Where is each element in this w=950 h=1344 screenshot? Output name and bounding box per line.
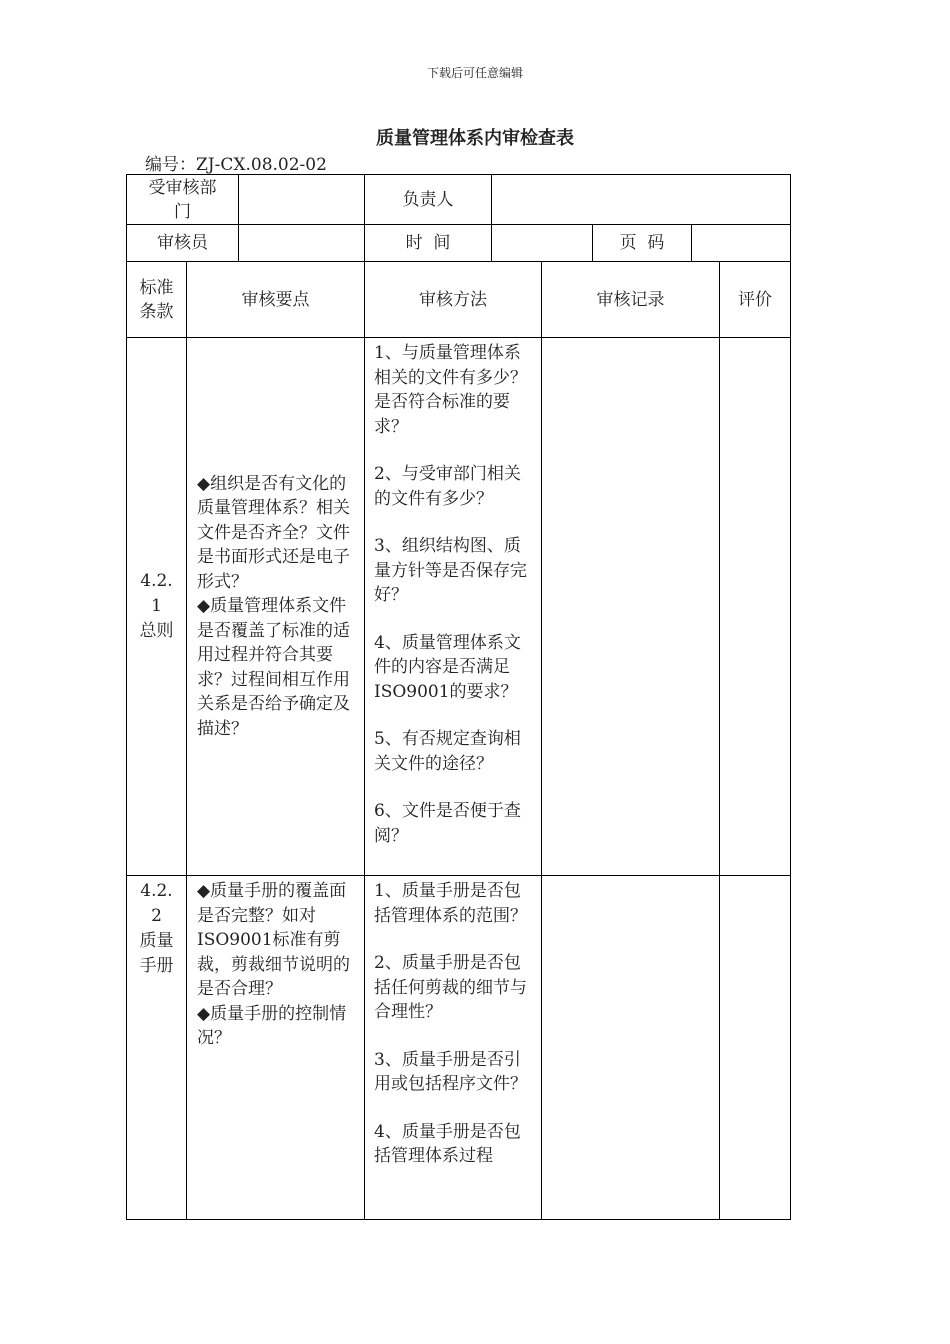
audit-point: ◆质量手册的控制情况？ — [197, 1003, 347, 1048]
audit-record-cell[interactable] — [542, 876, 720, 1220]
checklist-table — [126, 261, 791, 1220]
clause-cell — [127, 876, 187, 1220]
person-label: 负责人 — [365, 175, 492, 225]
document-number: 编号：ZJ-CX.08.02-02 — [145, 155, 327, 175]
audit-method: 2、质量手册是否包括任何剪裁的细节与合理性？ — [374, 953, 527, 1022]
auditor-label: 审核员 — [127, 225, 239, 262]
evaluation-cell[interactable] — [720, 876, 791, 1220]
page-label: 页 码 — [593, 225, 692, 262]
audit-method: 6、文件是否便于查阅？ — [374, 801, 521, 846]
table-row — [127, 338, 791, 876]
page-title: 质量管理体系内审检查表 — [376, 128, 574, 149]
audit-method: 2、与受审部门相关的文件有多少？ — [374, 464, 521, 509]
page-value[interactable] — [692, 225, 791, 262]
audit-points-cell — [187, 876, 365, 1220]
table-row — [127, 876, 791, 1220]
auditor-value[interactable] — [239, 225, 365, 262]
audit-method: 3、组织结构图、质量方针等是否保存完好？ — [374, 536, 527, 605]
audit-methods-cell — [365, 876, 542, 1220]
audit-record-cell[interactable] — [542, 338, 720, 876]
audit-methods-cell — [365, 338, 542, 876]
clause-number-part: 4.2. — [140, 571, 173, 591]
clause-name: 手册 — [139, 956, 174, 976]
time-value[interactable] — [492, 225, 593, 262]
info-table-row-dept — [126, 174, 791, 225]
clause-number-part: 2 — [151, 906, 162, 926]
audit-point: ◆质量手册的覆盖面是否完整？如对ISO9001标准有剪裁，剪裁细节说明的是否合理？ — [197, 881, 350, 999]
dept-label: 受审核部门 — [127, 175, 239, 225]
clause-cell — [127, 338, 187, 876]
audit-point: ◆组织是否有文化的质量管理体系？相关文件是否齐全？文件是书面形式还是电子形式？ — [197, 473, 350, 592]
audit-method: 3、质量手册是否引用或包括程序文件？ — [374, 1049, 527, 1094]
col-header-points: 审核要点 — [187, 262, 365, 338]
audit-method: 5、有否规定查询相关文件的途径？ — [374, 729, 521, 774]
audit-point: ◆质量管理体系文件是否覆盖了标准的适用过程并符合其要求？过程间相互作用关系是否给予确定及描述？ — [197, 596, 350, 739]
audit-method: 1、与质量管理体系相关的文件有多少？是否符合标准的要求？ — [374, 343, 527, 437]
audit-method: 4、质量管理体系文件的内容是否满足ISO9001的要求？ — [374, 632, 521, 702]
table-header-row — [127, 262, 791, 338]
col-header-evaluation: 评价 — [720, 262, 791, 338]
info-table-row-auditor — [126, 224, 791, 262]
evaluation-cell[interactable] — [720, 338, 791, 876]
clause-name: 总则 — [139, 621, 174, 641]
person-value[interactable] — [492, 175, 791, 225]
audit-method: 4、质量手册是否包括管理体系过程 — [374, 1121, 521, 1166]
clause-name: 质量 — [139, 931, 174, 951]
clause-number-part: 1 — [151, 596, 162, 616]
col-header-method: 审核方法 — [365, 262, 542, 338]
audit-method: 1、质量手册是否包括管理体系的范围？ — [374, 881, 527, 926]
col-header-clause: 标准条款 — [127, 262, 187, 338]
clause-number-part: 4.2. — [140, 881, 173, 901]
header-note: 下载后可任意编辑 — [426, 66, 523, 80]
dept-value[interactable] — [239, 175, 365, 225]
time-label: 时 间 — [365, 225, 492, 262]
audit-points-cell — [187, 338, 365, 876]
col-header-record: 审核记录 — [542, 262, 720, 338]
